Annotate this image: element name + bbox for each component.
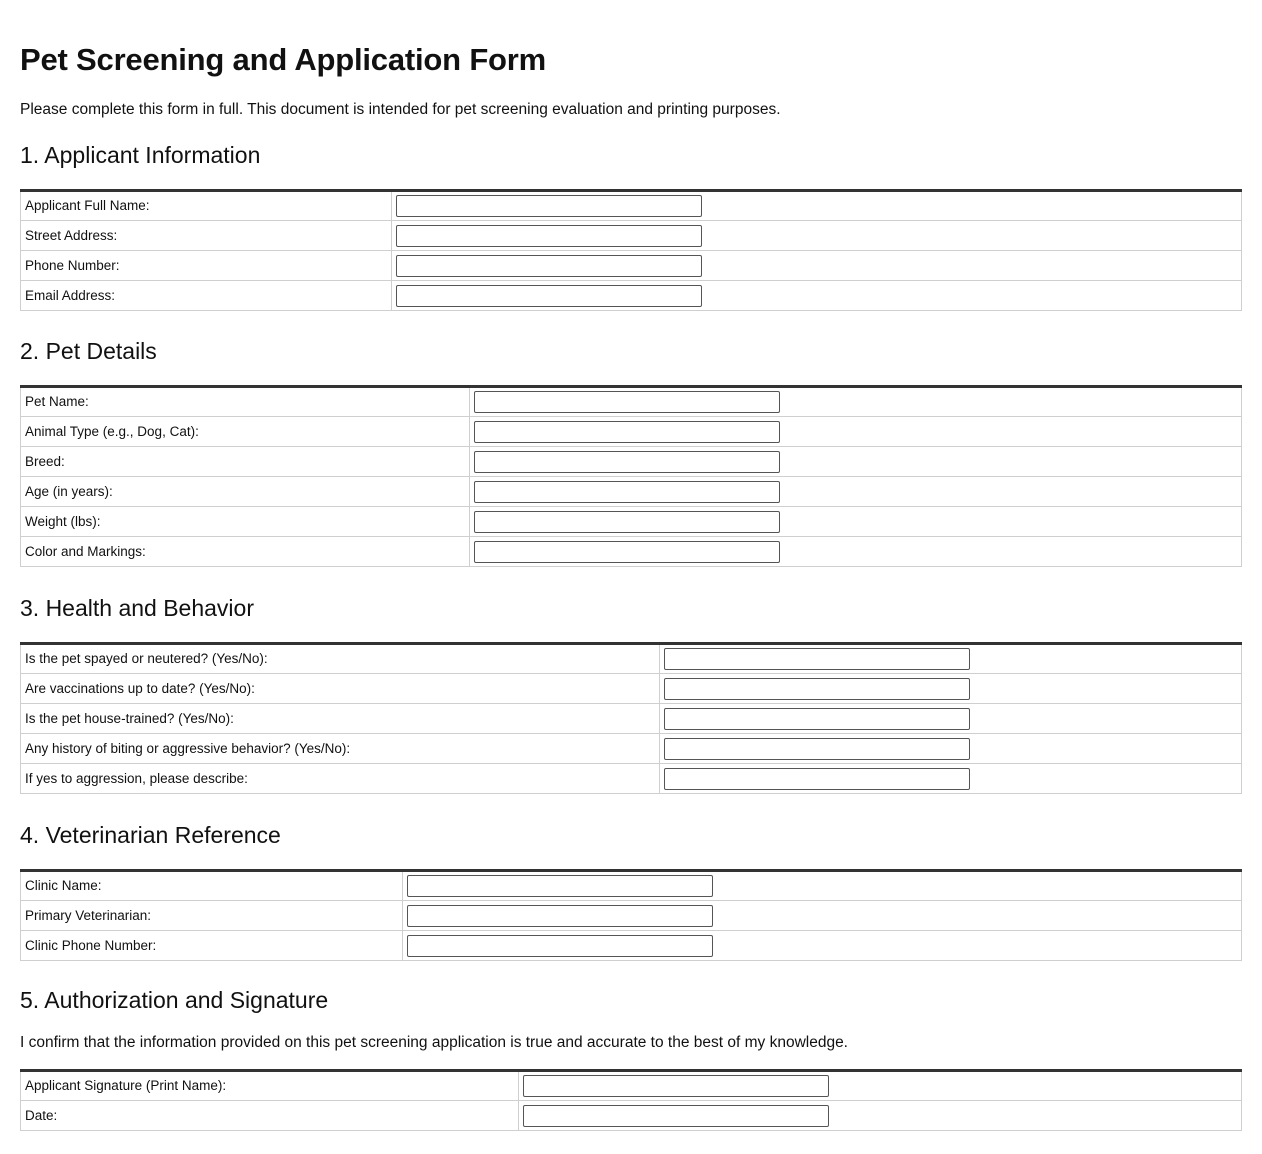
- primary-veterinarian-input[interactable]: [407, 905, 713, 927]
- confirmation-text: I confirm that the information provided on this pet screening application is true and accurate to the best of my knowledge.: [20, 1034, 848, 1051]
- field-label: Are vaccinations up to date? (Yes/No):: [21, 674, 660, 704]
- table-row: [21, 901, 1242, 931]
- vaccinations-input[interactable]: [664, 678, 970, 700]
- health-behavior-table: [20, 642, 1242, 794]
- table-row: [21, 537, 1242, 567]
- field-label: Primary Veterinarian:: [21, 901, 403, 931]
- field-label: Applicant Signature (Print Name):: [21, 1071, 519, 1101]
- field-label: Age (in years):: [21, 477, 470, 507]
- table-row: [21, 764, 1242, 794]
- field-label: Animal Type (e.g., Dog, Cat):: [21, 417, 470, 447]
- table-row: [21, 1071, 1242, 1101]
- applicant-full-name-input[interactable]: [396, 195, 702, 217]
- table-row: [21, 734, 1242, 764]
- field-label: Date:: [21, 1101, 519, 1131]
- field-label: Is the pet house-trained? (Yes/No):: [21, 704, 660, 734]
- field-label: Color and Markings:: [21, 537, 470, 567]
- section-heading-veterinarian: 4. Veterinarian Reference: [20, 822, 281, 848]
- field-label: Pet Name:: [21, 387, 470, 417]
- section-heading-applicant: 1. Applicant Information: [20, 142, 261, 168]
- date-input[interactable]: [523, 1105, 829, 1127]
- page-title: Pet Screening and Application Form: [20, 42, 547, 77]
- field-label: Email Address:: [21, 281, 392, 311]
- table-row: [21, 507, 1242, 537]
- spayed-neutered-input[interactable]: [664, 648, 970, 670]
- table-row: [21, 1101, 1242, 1131]
- field-label: If yes to aggression, please describe:: [21, 764, 660, 794]
- phone-number-input[interactable]: [396, 255, 702, 277]
- table-row: [21, 477, 1242, 507]
- veterinarian-table: [20, 869, 1242, 961]
- field-label: Weight (lbs):: [21, 507, 470, 537]
- table-row: [21, 191, 1242, 221]
- table-row: [21, 221, 1242, 251]
- clinic-phone-input[interactable]: [407, 935, 713, 957]
- table-row: [21, 644, 1242, 674]
- clinic-name-input[interactable]: [407, 875, 713, 897]
- table-row: [21, 871, 1242, 901]
- color-markings-input[interactable]: [474, 541, 780, 563]
- email-address-input[interactable]: [396, 285, 702, 307]
- pet-name-input[interactable]: [474, 391, 780, 413]
- field-label: Phone Number:: [21, 251, 392, 281]
- section-heading-authorization: 5. Authorization and Signature: [20, 987, 329, 1013]
- street-address-input[interactable]: [396, 225, 702, 247]
- field-label: Street Address:: [21, 221, 392, 251]
- pet-details-table: [20, 385, 1242, 567]
- table-row: [21, 387, 1242, 417]
- applicant-table: [20, 189, 1242, 311]
- weight-input[interactable]: [474, 511, 780, 533]
- field-label: Applicant Full Name:: [21, 191, 392, 221]
- animal-type-input[interactable]: [474, 421, 780, 443]
- table-row: [21, 674, 1242, 704]
- age-input[interactable]: [474, 481, 780, 503]
- house-trained-input[interactable]: [664, 708, 970, 730]
- breed-input[interactable]: [474, 451, 780, 473]
- intro-text: Please complete this form in full. This document is intended for pet screening evaluation and printing purposes.: [20, 101, 781, 118]
- table-row: [21, 447, 1242, 477]
- table-row: [21, 281, 1242, 311]
- table-row: [21, 931, 1242, 961]
- section-heading-pet-details: 2. Pet Details: [20, 338, 157, 364]
- signature-print-name-input[interactable]: [523, 1075, 829, 1097]
- field-label: Clinic Name:: [21, 871, 403, 901]
- table-row: [21, 251, 1242, 281]
- aggression-description-input[interactable]: [664, 768, 970, 790]
- field-label: Any history of biting or aggressive behavior? (Yes/No):: [21, 734, 660, 764]
- aggression-history-input[interactable]: [664, 738, 970, 760]
- table-row: [21, 704, 1242, 734]
- table-row: [21, 417, 1242, 447]
- field-label: Breed:: [21, 447, 470, 477]
- field-label: Is the pet spayed or neutered? (Yes/No):: [21, 644, 660, 674]
- field-label: Clinic Phone Number:: [21, 931, 403, 961]
- signature-table: [20, 1069, 1242, 1131]
- section-heading-health-behavior: 3. Health and Behavior: [20, 595, 254, 621]
